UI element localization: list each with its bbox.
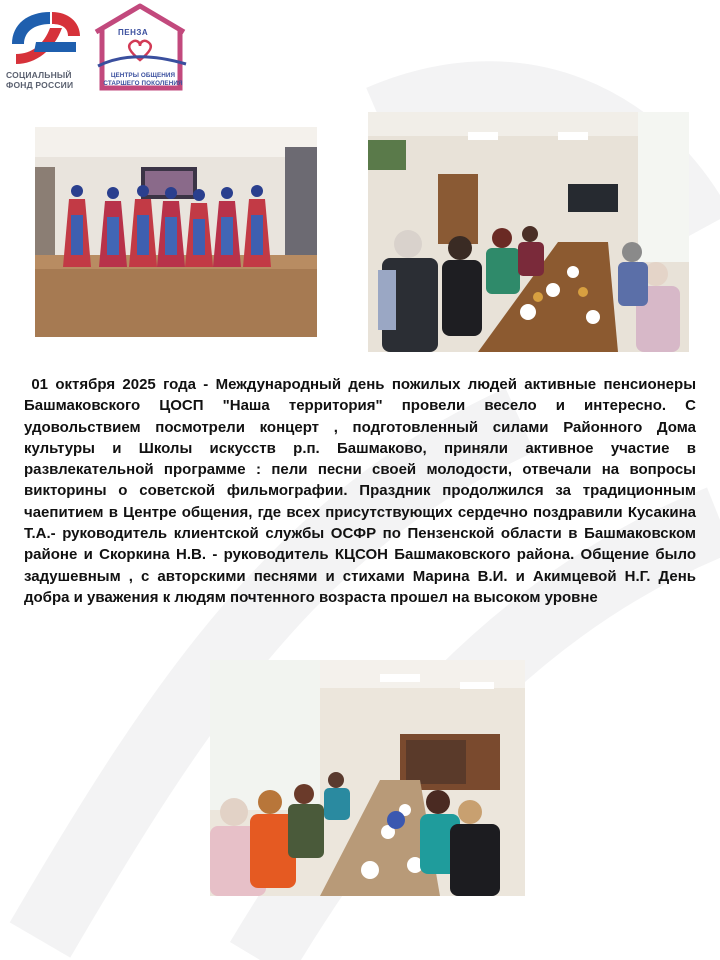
article-date: 01 октября 2025 года	[31, 376, 196, 393]
sfr-caption-line1: СОЦИАЛЬНЫЙ	[6, 70, 72, 80]
sfr-logo-icon	[6, 4, 84, 66]
penza-logo-line2: СТАРШЕГО ПОКОЛЕНИЯ	[103, 80, 183, 87]
penza-logo-line1: ЦЕНТРЫ ОБЩЕНИЯ	[110, 72, 176, 79]
folk-ensemble-photo	[35, 127, 317, 337]
sfr-logo	[6, 4, 88, 94]
penza-city-label: ПЕНЗА	[118, 28, 149, 37]
sfr-caption-line2: ФОНД РОССИИ	[6, 80, 74, 90]
article-body: - Международный день пожилых людей активные пенсионеры Башмаковского ЦОСП "Наша территория" провели весело и интересно. С удовольствием посмотрели концерт , подготовленный силами Районного Дома культуры и Школы искусств р.п. Башмаково, приняли активное участие в развлекательной программе : пели песни своей молодости, отвечали на вопросы викторины о советской фильмографии. Праздник продолжился за традиционным чаепитием в Центре общения, где всех присутствующих сердечно поздравили Кусакина Т.А.- руководитель клиентской службы ОСФР по Пензенской области в Башмаковском районе и Скоркина Н.В. - руководитель КЦСОН Башмаковского района. Общение было задушевным , с авторскими песнями и стихами Марина В.И. и Акимцевой Н.Г. День добра и уважения к людям почтенного возраста прошел на высоком уровне	[24, 376, 697, 606]
community-gathering-photo	[210, 660, 525, 896]
article-text	[24, 374, 696, 608]
penza-centers-logo	[92, 2, 192, 94]
tea-party-photo	[368, 112, 689, 352]
